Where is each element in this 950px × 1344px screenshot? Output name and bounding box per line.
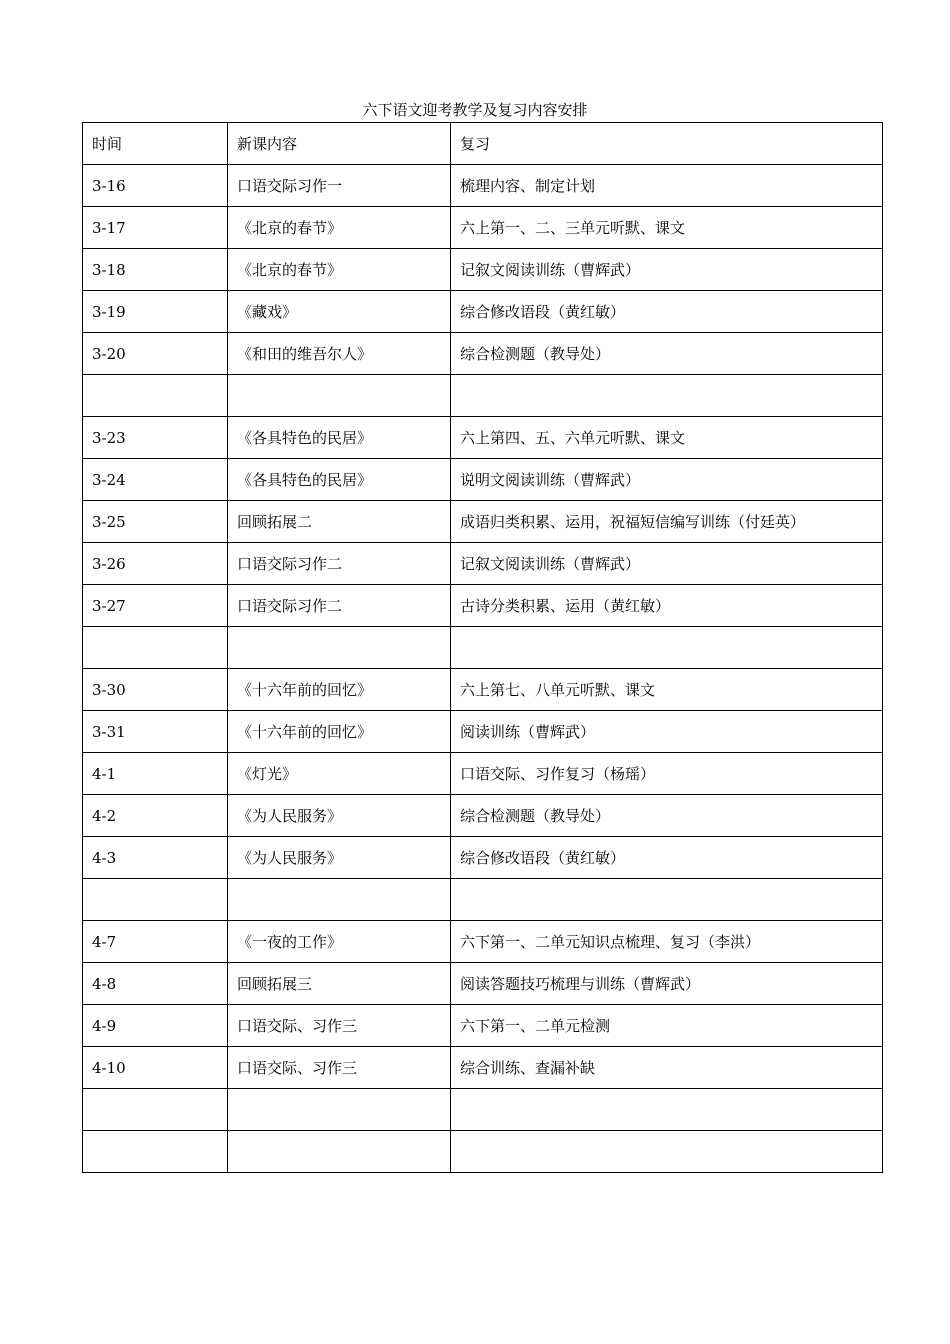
new-lesson-cell: 口语交际习作一 [228,165,451,207]
new-lesson-cell: 口语交际、习作三 [228,1005,451,1047]
new-lesson-cell: 《十六年前的回忆》 [228,711,451,753]
new-lesson-cell [228,1131,451,1173]
time-cell: 3-25 [83,501,228,543]
review-cell: 说明文阅读训练（曹辉武） [451,459,883,501]
review-cell: 梳理内容、制定计划 [451,165,883,207]
new-lesson-cell: 《为人民服务》 [228,795,451,837]
table-row [83,1089,883,1131]
review-cell [451,879,883,921]
time-cell: 4-7 [83,921,228,963]
new-lesson-cell: 口语交际、习作三 [228,1047,451,1089]
table-row [83,1047,883,1089]
review-cell: 六上第一、二、三单元听默、课文 [451,207,883,249]
table-row [83,711,883,753]
new-lesson-cell: 《藏戏》 [228,291,451,333]
table-body [83,165,883,1173]
time-cell [83,1131,228,1173]
table-header-row [83,123,883,165]
time-cell: 3-20 [83,333,228,375]
review-cell: 记叙文阅读训练（曹辉武） [451,543,883,585]
review-cell: 六下第一、二单元检测 [451,1005,883,1047]
page-title: 六下语文迎考教学及复习内容安排 [362,101,588,119]
table-row [83,1005,883,1047]
column-header-new-lesson: 新课内容 [228,123,451,165]
time-cell: 4-9 [83,1005,228,1047]
time-cell: 3-27 [83,585,228,627]
new-lesson-cell: 口语交际习作二 [228,543,451,585]
time-cell: 3-30 [83,669,228,711]
review-cell: 六上第七、八单元听默、课文 [451,669,883,711]
table-row [83,795,883,837]
review-cell: 阅读答题技巧梳理与训练（曹辉武） [451,963,883,1005]
new-lesson-cell: 《各具特色的民居》 [228,417,451,459]
new-lesson-cell: 《和田的维吾尔人》 [228,333,451,375]
review-cell: 综合检测题（教导处） [451,795,883,837]
table-row [83,669,883,711]
time-cell: 4-3 [83,837,228,879]
table-row [83,333,883,375]
time-cell: 3-19 [83,291,228,333]
time-cell: 3-26 [83,543,228,585]
new-lesson-cell [228,879,451,921]
new-lesson-cell [228,375,451,417]
column-header-review: 复习 [451,123,883,165]
review-cell: 综合修改语段（黄红敏） [451,837,883,879]
table-row [83,627,883,669]
review-cell: 六下第一、二单元知识点梳理、复习（李洪） [451,921,883,963]
table-row [83,207,883,249]
new-lesson-cell: 《灯光》 [228,753,451,795]
time-cell: 3-18 [83,249,228,291]
new-lesson-cell: 回顾拓展二 [228,501,451,543]
column-header-time: 时间 [83,123,228,165]
new-lesson-cell: 《为人民服务》 [228,837,451,879]
review-cell: 古诗分类积累、运用（黄红敏） [451,585,883,627]
review-cell: 综合检测题（教导处） [451,333,883,375]
review-cell [451,1089,883,1131]
review-cell [451,375,883,417]
table-row [83,417,883,459]
review-cell: 六上第四、五、六单元听默、课文 [451,417,883,459]
new-lesson-cell: 《十六年前的回忆》 [228,669,451,711]
time-cell: 3-24 [83,459,228,501]
table-row [83,543,883,585]
time-cell: 4-1 [83,753,228,795]
time-cell: 4-2 [83,795,228,837]
review-cell: 成语归类积累、运用，祝福短信编写训练（付廷英） [451,501,883,543]
table-row [83,375,883,417]
new-lesson-cell: 《一夜的工作》 [228,921,451,963]
new-lesson-cell: 《各具特色的民居》 [228,459,451,501]
table-row [83,249,883,291]
time-cell: 3-23 [83,417,228,459]
table-row [83,1131,883,1173]
time-cell [83,375,228,417]
time-cell: 4-10 [83,1047,228,1089]
table-row [83,921,883,963]
time-cell [83,1089,228,1131]
new-lesson-cell: 口语交际习作二 [228,585,451,627]
new-lesson-cell: 《北京的春节》 [228,207,451,249]
review-cell [451,627,883,669]
table-row [83,459,883,501]
time-cell [83,627,228,669]
time-cell: 4-8 [83,963,228,1005]
table-row [83,501,883,543]
table-row [83,879,883,921]
review-cell [451,1131,883,1173]
review-cell: 口语交际、习作复习（杨瑶） [451,753,883,795]
table-row [83,963,883,1005]
review-cell: 综合训练、查漏补缺 [451,1047,883,1089]
time-cell: 3-17 [83,207,228,249]
time-cell: 3-31 [83,711,228,753]
table-row [83,753,883,795]
new-lesson-cell [228,627,451,669]
table-row [83,837,883,879]
new-lesson-cell: 回顾拓展三 [228,963,451,1005]
table-row [83,291,883,333]
new-lesson-cell: 《北京的春节》 [228,249,451,291]
table-row [83,165,883,207]
review-cell: 记叙文阅读训练（曹辉武） [451,249,883,291]
review-cell: 综合修改语段（黄红敏） [451,291,883,333]
table-row [83,585,883,627]
time-cell: 3-16 [83,165,228,207]
schedule-table [82,122,883,1173]
review-cell: 阅读训练（曹辉武） [451,711,883,753]
time-cell [83,879,228,921]
new-lesson-cell [228,1089,451,1131]
